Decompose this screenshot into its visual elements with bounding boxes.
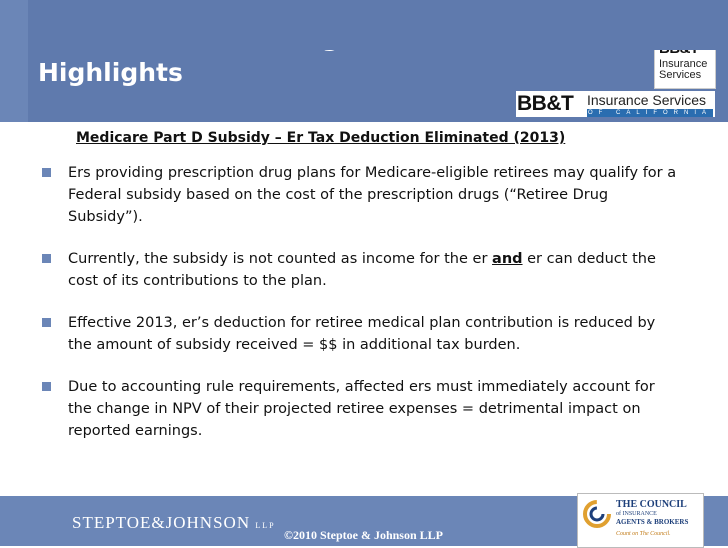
bbt-wide-logo-name: BB&T	[517, 92, 574, 115]
council-logo-tagline: Count on The Council.	[616, 531, 671, 537]
steptoe-johnson-llp: LLP	[255, 521, 276, 530]
bbt-wide-logo-insurance: Insurance Services	[587, 92, 707, 108]
council-logo	[577, 493, 704, 548]
steptoe-johnson-logo	[72, 513, 276, 533]
bullet-item	[40, 162, 680, 228]
bullet-square-icon	[42, 318, 51, 327]
bbt-small-logo-sub	[659, 59, 707, 81]
bullet-item	[40, 312, 680, 356]
bullet-text: Ers providing prescription drug plans for Medicare-eligible retirees may qualify for a Federal subsidy based on the cost of the prescription drugs (“Retiree Drug Subsidy”).	[68, 165, 677, 225]
bullet-item	[40, 376, 680, 442]
bullet-item	[40, 248, 680, 292]
bullet-text-before: Currently, the subsidy is not counted as income for the er	[68, 251, 493, 267]
council-logo-title: THE COUNCIL	[616, 499, 687, 510]
council-logo-sub-2: AGENTS & BROKERS	[616, 518, 689, 526]
council-swirl-icon	[583, 500, 611, 528]
bullet-list	[40, 162, 680, 442]
section-subtitle: Medicare Part D Subsidy – Er Tax Deduction Eliminated (2013)	[76, 130, 566, 146]
bullet-square-icon	[42, 168, 51, 177]
bullet-text: Due to accounting rule requirements, affected ers must immediately account for the change in NPV of their projected retiree expenses = detrimental impact on reported earnings.	[68, 379, 655, 439]
bbt-california-logo	[516, 91, 715, 117]
bullet-text: Effective 2013, er’s deduction for retiree medical plan contribution is reduced by the amount of subsidy received = $$ in additional tax burden.	[68, 315, 656, 353]
bullet-emphasis: and	[492, 251, 523, 267]
slide-title-line-2: Highlights	[38, 58, 183, 87]
bullet-text-after: er can deduct the cost of its contributions to the plan.	[68, 251, 656, 289]
bullet-square-icon	[42, 254, 51, 263]
bbt-small-logo-sub-line-1: Insurance	[659, 58, 708, 70]
bullet-square-icon	[42, 382, 51, 391]
copyright-text: ©2010 Steptoe & Johnson LLP	[284, 528, 443, 542]
steptoe-johnson-name: STEPTOE&JOHNSON	[72, 513, 251, 532]
footer-panel	[28, 0, 728, 50]
bbt-wide-logo-state: OF CALIFORNIA	[587, 110, 712, 116]
council-logo-sub-1: of INSURANCE	[616, 511, 657, 517]
bbt-small-logo-sub-line-2: Services	[659, 69, 702, 81]
